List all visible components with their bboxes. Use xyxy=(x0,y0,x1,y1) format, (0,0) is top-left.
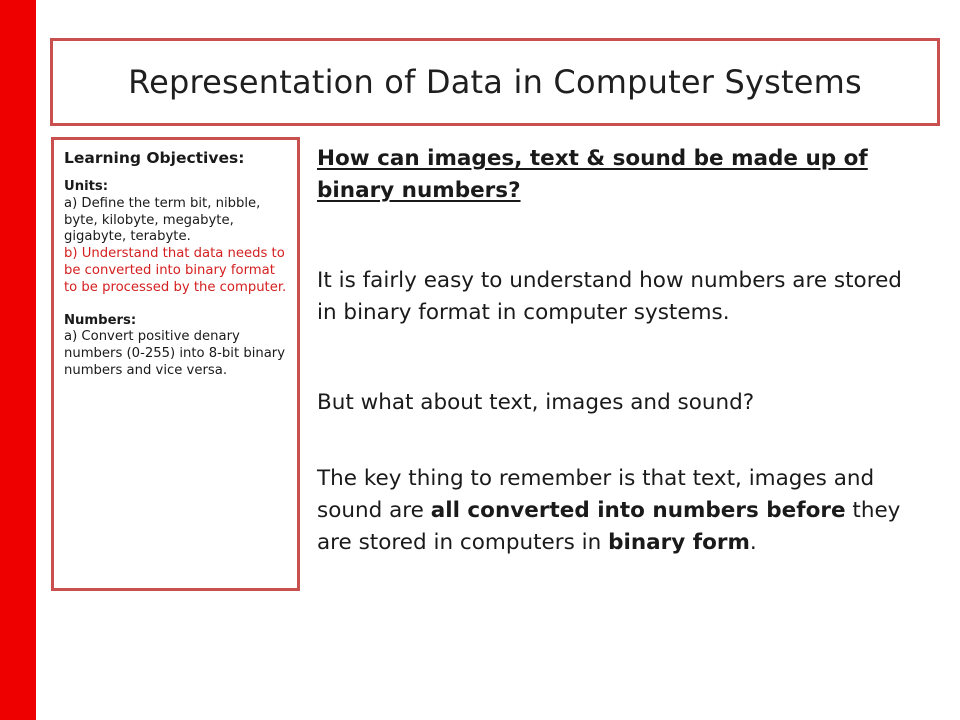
left-accent-bar xyxy=(0,0,36,720)
units-objective-b: b) Understand that data needs to be converted into binary format to be processed by the computer. xyxy=(64,246,287,295)
paragraph-question: But what about text, images and sound? xyxy=(317,390,755,415)
units-label: Units: xyxy=(64,179,109,194)
objectives-heading: Learning Objectives: xyxy=(64,149,245,167)
paragraph-key-thing-bold1: all converted into numbers before xyxy=(430,498,846,523)
paragraph-key-thing-bold2: binary form xyxy=(608,530,750,555)
paragraph-key-thing-part1: The key thing to remember is that text, images and sound are xyxy=(317,466,875,523)
units-objective-a: a) Define the term bit, nibble, byte, kilobyte, megabyte, gigabyte, terabyte. xyxy=(64,195,261,245)
paragraph-numbers: It is fairly easy to understand how numbers are stored in binary format in computer systems. xyxy=(317,268,902,325)
title-box xyxy=(50,38,940,126)
learning-objectives-box xyxy=(51,137,300,591)
paragraph-key-thing-part2: they are stored in computers in xyxy=(317,498,901,555)
numbers-objective-a: a) Convert positive denary numbers (0-255) into 8-bit binary numbers and vice versa. xyxy=(64,329,286,378)
spacer xyxy=(64,297,289,313)
slide-title: Representation of Data in Computer Systems xyxy=(128,63,862,101)
numbers-label: Numbers: xyxy=(64,312,137,328)
main-question: How can images, text & sound be made up of binary numbers? xyxy=(317,146,868,203)
paragraph-key-thing xyxy=(317,463,917,559)
main-content xyxy=(317,143,917,559)
paragraph-key-thing-part3: . xyxy=(749,530,757,555)
